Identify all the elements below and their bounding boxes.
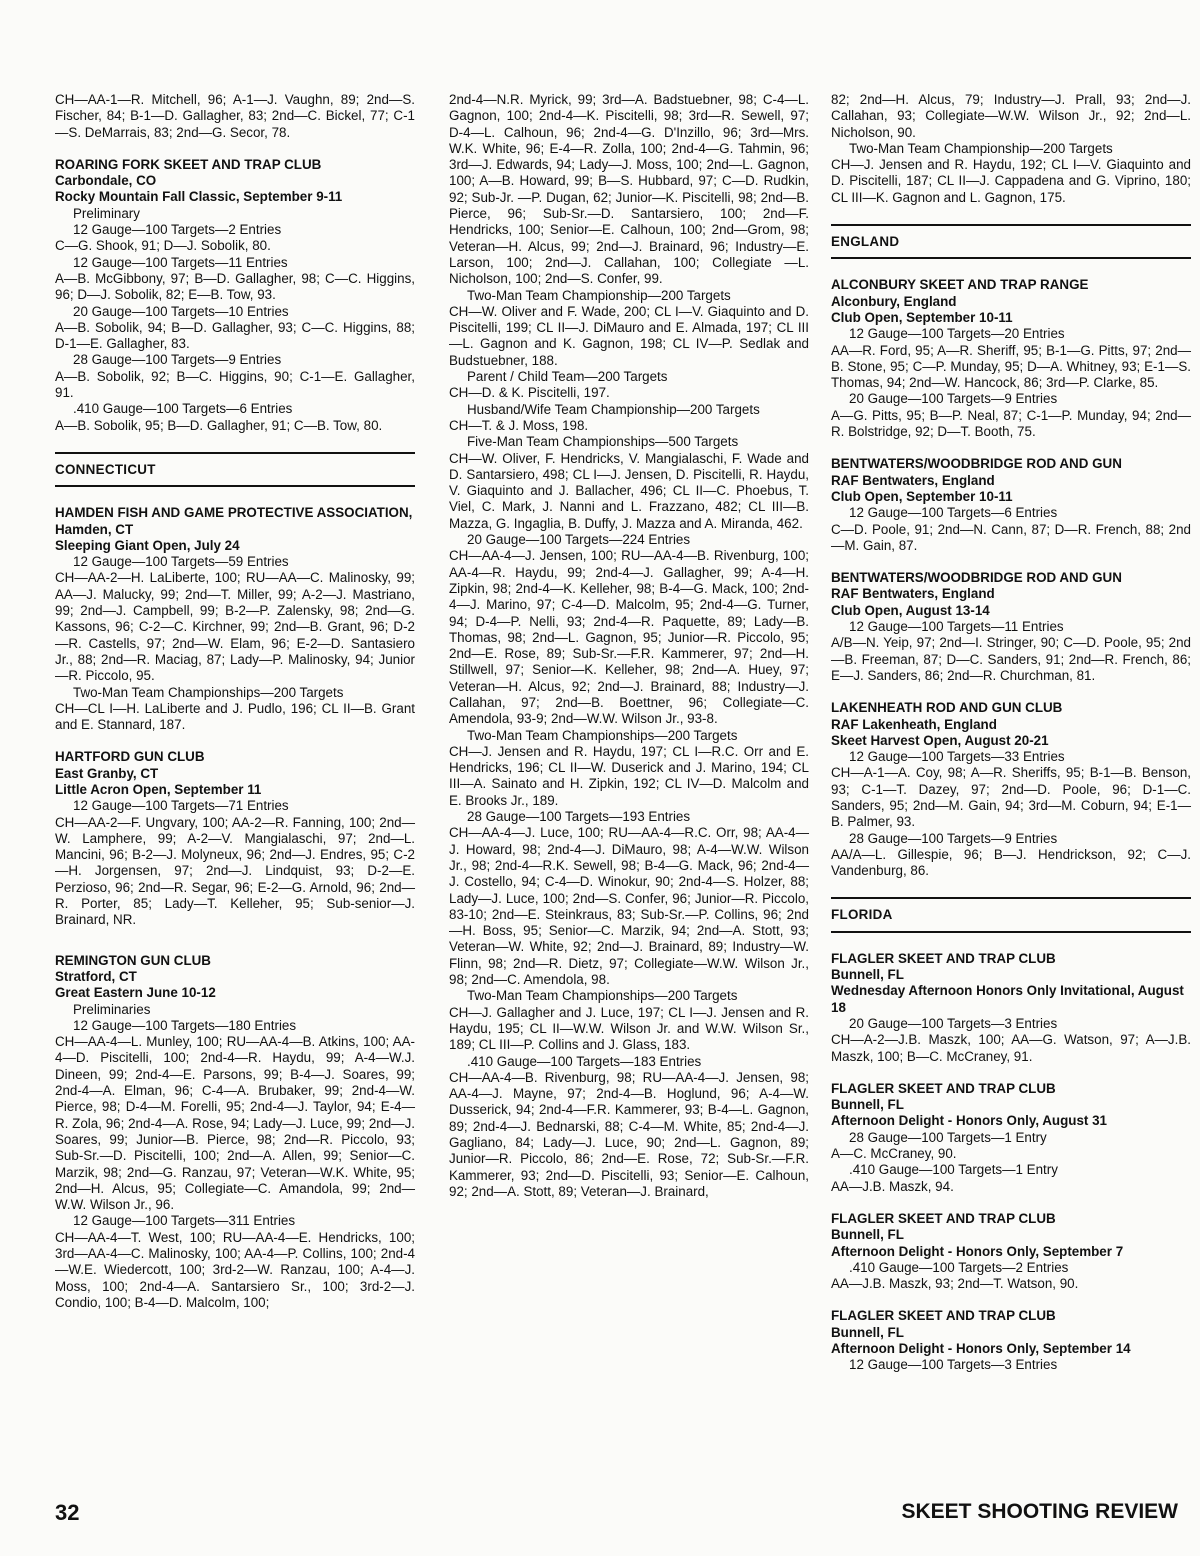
result-text: AA—J.B. Maszk, 93; 2nd—T. Watson, 90.	[831, 1276, 1079, 1292]
spacer	[55, 733, 415, 749]
event-line: .410 Gauge—100 Targets—1 Entry	[849, 1162, 1058, 1178]
club-heading: Club Open, August 13-14	[831, 602, 990, 618]
result-text: CH—AA-4—B. Rivenburg, 98; RU—AA-4—J. Jensen, 98; AA-4—J. Mayne, 97; 2nd-4—B. Hoglund, 96; A-4—W. Dusserick, 94; 2nd-4—F.R. Kammerer, 93; B-4—L. Gagnon, 89; 2nd-4—J. Bednarski, 88; C-4—M. White, 85; 2nd-4—J. Gagliano, 84; Lady—J. Luce, 90; 2nd—L. Gagnon, 89; Junior—R. Piccolo, 86; 2nd—E. Rose, 72; Sub-Sr.—F.R. Kammerer, 93; 2nd—D. Piscitelli, 93; Senior—E. Calhoun, 92; 2nd—A. Stott, 89; Veteran—J. Brainard,	[449, 1069, 809, 1199]
club-heading: Bunnell, FL	[831, 1324, 904, 1340]
event-line: 12 Gauge—100 Targets—311 Entries	[73, 1213, 296, 1229]
event-line: 20 Gauge—100 Targets—224 Entries	[467, 532, 691, 548]
event-line: 28 Gauge—100 Targets—9 Entries	[73, 352, 282, 368]
club-heading: FLAGLER SKEET AND TRAP CLUB	[831, 1210, 1056, 1226]
result-text: AA—R. Ford, 95; A—R. Sheriff, 95; B-1—G. Pitts, 97; 2nd—B. Stone, 95; C—P. Munday, 95; D—A. Whitney, 93; E-1—S. Thomas, 94; 2nd—W. Hancock, 86; 3rd—P. Clarke, 85.	[831, 342, 1191, 391]
spacer	[55, 929, 415, 953]
club-heading: East Granby, CT	[55, 765, 159, 781]
event-line: 12 Gauge—100 Targets—33 Entries	[849, 749, 1065, 765]
club-heading: LAKENHEATH ROD AND GUN CLUB	[831, 700, 1063, 716]
result-text: 2nd-4—N.R. Myrick, 99; 3rd—A. Badstuebner, 98; C-4—L. Gagnon, 100; 2nd-4—K. Piscitelli, 98; 3rd—R. Sewell, 97; D-4—L. Calhoun, 96; 2nd-4—G. D'Inzillo, 96; 3rd—Mrs. W.K. White, 96; E-4—R. Zolla, 100; 2nd-4—G. Tahmin, 96; 3rd—J. Edwards, 94; Lady—J. Moss, 100; 2nd—L. Gagnon, 100; A—B. Howard, 99; B—S. Hubbard, 97; C—D. Rudkin, 92; Sub-Jr. —P. Dugan, 62; Junior—K. Piscitelli, 98; 2nd—B. Pierce, 96; Sub-Sr.—D. Santarsiero, 100; 2nd—F. Hendricks, 100; Senior—E. Calhoun, 100; 2nd—Grom, 98; Veteran—H. Alcus, 99; 2nd—J. Brainard, 96; Industry—E. Larson, 100; 2nd—J. Callahan, 100; Collegiate —L. Nicholson, 100; 2nd—S. Confer, 99.	[449, 92, 809, 287]
divider	[831, 257, 1191, 259]
event-line: 20 Gauge—100 Targets—9 Entries	[849, 391, 1058, 407]
club-heading: RAF Lakenheath, England	[831, 716, 997, 732]
club-heading: Afternoon Delight - Honors Only, September 7	[831, 1243, 1124, 1259]
club-heading: BENTWATERS/WOODBRIDGE ROD AND GUN	[831, 570, 1122, 586]
result-text: C—G. Shook, 91; D—J. Sobolik, 80.	[55, 238, 271, 254]
club-heading: Alconbury, England	[831, 293, 957, 309]
result-text: CH—AA-4—L. Munley, 100; RU—AA-4—B. Atkins, 100; AA-4—D. Piscitelli, 100; 2nd-4—R. Haydu, 99; A-4—W.J. Dineen, 99; 2nd-4—E. Parsons, 99; B-4—J. Soares, 99; 2nd-4—A. Elman, 96; C-4—A. Brubaker, 99; 2nd-4—W. Pierce, 98; D-4—M. Forelli, 95; 2nd-4—J. Taylor, 94; E-4—R. Zola, 96; 2nd-4—A. Rose, 94; Lady—J. Luce, 99; 2nd—J. Soares, 99; Junior—B. Pierce, 98; 2nd—R. Piccolo, 93; Sub-Sr.—D. Piscitelli, 100; 2nd—A. Allen, 99; Senior—C. Marzik, 98; 2nd—G. Ranzau, 97; Veteran—W.K. White, 95; 2nd—H. Alcus, 95; Collegiate—C. Amandola, 99; 2nd—W.W. Wilson Jr., 96.	[55, 1034, 415, 1213]
club-heading: REMINGTON GUN CLUB	[55, 952, 211, 968]
divider	[831, 224, 1191, 226]
event-line: Two-Man Team Championship—200 Targets	[467, 287, 731, 303]
result-text: A—C. McCraney, 90.	[831, 1146, 957, 1162]
event-line: Five-Man Team Championships—500 Targets	[467, 434, 739, 450]
result-text: A—B. Sobolik, 94; B—D. Gallagher, 93; C—C. Higgins, 88; D-1—E. Gallagher, 83.	[55, 319, 415, 352]
event-line: Two-Man Team Championships—200 Targets	[467, 727, 738, 743]
spacer	[831, 554, 1191, 570]
club-heading: HARTFORD GUN CLUB	[55, 749, 205, 765]
spacer	[55, 141, 415, 157]
event-line: Two-Man Team Championship—200 Targets	[849, 140, 1113, 156]
club-heading: BENTWATERS/WOODBRIDGE ROD AND GUN	[831, 456, 1122, 472]
spacer	[831, 1195, 1191, 1211]
state-name: CONNECTICUT	[55, 461, 156, 477]
event-line: 20 Gauge—100 Targets—10 Entries	[73, 303, 289, 319]
event-line: 28 Gauge—100 Targets—1 Entry	[849, 1129, 1047, 1145]
event-line: 12 Gauge—100 Targets—180 Entries	[73, 1017, 297, 1033]
state-section-header	[55, 452, 415, 487]
result-text: CH—A-2—J.B. Maszk, 100; AA—G. Watson, 97; A—J.B. Maszk, 100; B—C. McCraney, 91.	[831, 1032, 1191, 1064]
event-line: Husband/Wife Team Championship—200 Targets	[467, 401, 760, 417]
club-heading: ROARING FORK SKEET AND TRAP CLUB	[55, 156, 322, 172]
result-text: 82; 2nd—H. Alcus, 79; Industry—J. Prall, 93; 2nd—J. Callahan, 93; Collegiate—W.W. Wilson Jr., 92; 2nd—L. Nicholson, 90.	[831, 92, 1191, 140]
club-heading: Bunnell, FL	[831, 967, 904, 983]
event-line: .410 Gauge—100 Targets—183 Entries	[467, 1053, 702, 1069]
result-text: CH—A-1—A. Coy, 98; A—R. Sheriffs, 95; B-1—B. Benson, 93; C-1—T. Dazey, 97; 2nd—D. Poole, 96; D-1—C. Sanders, 95; 2nd—M. Gain, 94; 3rd—M. Coburn, 94; E-1—B. Palmer, 93.	[831, 765, 1191, 830]
column-3	[831, 92, 1191, 1374]
club-heading: Stratford, CT	[55, 968, 137, 984]
divider	[831, 897, 1191, 899]
club-heading: FLAGLER SKEET AND TRAP CLUB	[831, 950, 1056, 966]
result-text: A—G. Pitts, 95; B—P. Neal, 87; C-1—P. Munday, 94; 2nd—R. Bolstridge, 92; D—T. Booth, 75.	[831, 407, 1191, 440]
result-text: CH—CL I—H. LaLiberte and J. Pudlo, 196; CL II—B. Grant and E. Stannard, 187.	[55, 700, 415, 733]
divider	[831, 931, 1191, 933]
spacer	[831, 684, 1191, 700]
result-text: CH—W. Oliver and F. Wade, 200; CL I—V. Giaquinto and D. Piscitelli, 199; CL II—J. DiMauro and E. Almada, 197; CL III—L. Gagnon and K. Gagnon, 198; CL IV—P. Sedlak and Budstuebner, 188.	[449, 303, 809, 368]
event-line: .410 Gauge—100 Targets—2 Entries	[849, 1259, 1069, 1275]
club-heading: FLAGLER SKEET AND TRAP CLUB	[831, 1080, 1056, 1096]
result-text: CH—AA-4—J. Luce, 100; RU—AA-4—R.C. Orr, 98; AA-4—J. Howard, 98; 2nd-4—J. DiMauro, 98; A-4—W.W. Wilson Jr., 98; 2nd-4—R.K. Sewell, 98; B-4—G. Mack, 96; 2nd-4—J. Costello, 94; C-4—D. Winokur, 90; 2nd-4—S. Holzer, 88; Lady—J. Luce, 100; 2nd—S. Confer, 96; Junior—R. Piccolo, 83-10; 2nd—E. Steinkraus, 83; Sub-Sr.—P. Collins, 96; 2nd—H. Boss, 95; Senior—C. Marzik, 94; 2nd—A. Stott, 93; Veteran—W. White, 92; 2nd—J. Brainard, 89; Industry—W. Flinn, 98; 2nd—R. Dietz, 97; Collegiate—W.W. Wilson Jr., 98; 2nd—C. Amendola, 98.	[449, 825, 809, 988]
club-heading: Rocky Mountain Fall Classic, September 9-11	[55, 189, 343, 205]
result-text: CH—AA-4—T. West, 100; RU—AA-4—E. Hendricks, 100; 3rd—AA-4—C. Malinosky, 100; AA-4—P. Collins, 100; 2nd-4—W.E. Wiedercott, 100; 3rd-2—W. Ranzau, 100; A-4—J. Moss, 100; 2nd-4—A. Santarsiero Sr., 100; 3rd-2—J. Condio, 100; B-4—D. Malcolm, 100;	[55, 1229, 415, 1310]
result-text: CH—J. Jensen and R. Haydu, 192; CL I—V. Giaquinto and D. Piscitelli, 187; CL II—J. Cappadena and G. Viprino, 180; CL III—K. Gagnon and L. Gagnon, 175.	[831, 157, 1191, 205]
club-heading: Great Eastern June 10-12	[55, 985, 216, 1001]
result-text: A—B. Sobolik, 95; B—D. Gallagher, 91; C—B. Tow, 80.	[55, 417, 383, 433]
event-line: 12 Gauge—100 Targets—71 Entries	[73, 798, 289, 814]
club-heading: Afternoon Delight - Honors Only, September 14	[831, 1341, 1131, 1356]
spacer	[831, 440, 1191, 456]
event-line: 12 Gauge—100 Targets—3 Entries	[849, 1357, 1058, 1373]
event-line: Preliminary	[73, 205, 140, 221]
result-text: CH—T. & J. Moss, 198.	[449, 417, 589, 433]
state-name: FLORIDA	[831, 907, 893, 923]
event-line: Preliminaries	[73, 1001, 151, 1017]
club-heading: Afternoon Delight - Honors Only, August 31	[831, 1113, 1107, 1129]
event-line: 12 Gauge—100 Targets—20 Entries	[849, 326, 1065, 342]
result-text: CH—AA-1—R. Mitchell, 96; A-1—J. Vaughn, 89; 2nd—S. Fischer, 84; B-1—D. Gallagher, 83; 2nd—C. Bickel, 77; C-1—S. DeMarrais, 83; 2nd—G. Secor, 78.	[55, 92, 415, 140]
state-name: ENGLAND	[831, 234, 900, 250]
result-text: A—B. Sobolik, 92; B—C. Higgins, 90; C-1—E. Gallagher, 91.	[55, 368, 415, 401]
divider	[55, 485, 415, 487]
result-text: C—D. Poole, 91; 2nd—N. Cann, 87; D—R. French, 88; 2nd—M. Gain, 87.	[831, 521, 1191, 553]
state-section-header	[831, 897, 1191, 932]
spacer	[831, 1065, 1191, 1081]
result-text: CH—J. Jensen and R. Haydu, 197; CL I—R.C. Orr and E. Hendricks, 196; CL II—W. Duserick and J. Marino, 194; CL III—A. Sainato and H. Zipkin, 192; CL IV—D. Malcolm and E. Brooks Jr., 189.	[449, 743, 809, 808]
club-heading: RAF Bentwaters, England	[831, 586, 995, 602]
result-text: CH—AA-2—F. Ungvary, 100; AA-2—R. Fanning, 100; 2nd—W. Lamphere, 99; A-2—V. Mangialaschi, 97; 2nd—L. Mancini, 96; B-2—J. Molyneux, 96; 2nd—J. Endres, 95; C-2—H. Jorgensen, 97; 2nd—J. Lindquist, 93; D-2—E. Perzioso, 96; 2nd—R. Segar, 96; E-2—G. Arnold, 96; 2nd—R. Porter, 85; Lady—T. Kelleher, 95; Sub-senior—J. Brainard, NR.	[55, 814, 415, 928]
publication-name: SKEET SHOOTING REVIEW	[901, 1500, 1178, 1523]
club-heading: Little Acron Open, September 11	[55, 781, 262, 797]
club-heading: Club Open, September 10-11	[831, 309, 1013, 325]
column-1	[55, 92, 415, 1311]
result-text: CH—D. & K. Piscitelli, 197.	[449, 385, 610, 401]
event-line: 28 Gauge—100 Targets—193 Entries	[467, 809, 691, 825]
event-line: Two-Man Team Championships—200 Targets	[73, 684, 344, 700]
result-text: A/B—N. Yeip, 97; 2nd—I. Stringer, 90; C—D. Poole, 95; 2nd—B. Freeman, 87; D—C. Sanders, 91; 2nd—R. French, 86; E—J. Sanders, 86; 2nd—R. Churchman, 81.	[831, 635, 1191, 683]
event-line: 20 Gauge—100 Targets—3 Entries	[849, 1015, 1058, 1031]
club-heading: RAF Bentwaters, England	[831, 472, 995, 488]
event-line: Parent / Child Team—200 Targets	[467, 369, 668, 385]
result-text: CH—AA-4—J. Jensen, 100; RU—AA-4—B. Rivenburg, 100; AA-4—R. Haydu, 99; 2nd-4—J. Gallagher, 99; A-4—H. Zipkin, 98; 2nd-4—K. Kelleher, 98; B-4—G. Mack, 100; 2nd-4—J. Marino, 97; C-4—D. Malcolm, 95; 2nd-4—G. Turner, 94; D-4—P. Nelli, 93; 2nd-4—R. Paquette, 89; Lady—B. Thomas, 98; 2nd—L. Gagnon, 95; Junior—R. Piccolo, 95; 2nd—E. Rose, 89; Sub-Sr.—F.R. Kammerer, 97; 2nd—H. Stillwell, 97; Senior—K. Kelleher, 98; 2nd—A. Huey, 97; Veteran—H. Alcus, 92; 2nd—J. Brainard, 88; Industry—J. Callahan, 97; 2nd—B. Boettner, 96; Collegiate—C. Amendola, 93-9; 2nd—W.W. Wilson Jr., 93-8.	[449, 548, 809, 727]
result-text: CH—AA-2—H. LaLiberte, 100; RU—AA—C. Malinosky, 99; AA—J. Malucky, 99; 2nd—T. Miller, 99; A-2—J. Mastriano, 99; 2nd—J. Campbell, 99; B-2—P. Zalensky, 98; 2nd—G. Kassons, 96; C-2—C. Kirchner, 99; 2nd—B. Grant, 96; D-2—R. Castells, 97; 2nd—W. Elam, 96; E-2—D. Santasiero Jr., 88; 2nd—R. Maciag, 87; Lady—P. Malinosky, 94; Junior—R. Piccolo, 95.	[55, 570, 415, 684]
event-line: 12 Gauge—100 Targets—11 Entries	[73, 254, 288, 270]
result-text: CH—J. Gallagher and J. Luce, 197; CL I—J. Jensen and R. Haydu, 195; CL II—W.W. Wilson Jr. and W.W. Wilson Sr., 189; CL III—P. Collins and J. Glass, 183.	[449, 1004, 809, 1053]
club-heading: Skeet Harvest Open, August 20-21	[831, 732, 1049, 748]
result-text: A—B. McGibbony, 97; B—D. Gallagher, 98; C—C. Higgins, 96; D—J. Sobolik, 82; E—B. Tow, 93.	[55, 270, 415, 303]
club-heading: Bunnell, FL	[831, 1097, 904, 1113]
spacer	[831, 1292, 1191, 1308]
divider	[55, 452, 415, 454]
page-number: 32	[55, 1500, 80, 1525]
result-text: AA/A—L. Gillespie, 96; B—J. Hendrickson, 92; C—J. Vandenburg, 86.	[831, 846, 1191, 879]
club-heading: Wednesday Afternoon Honors Only Invitational, August 18	[831, 983, 1184, 1015]
club-heading: ALCONBURY SKEET AND TRAP RANGE	[831, 277, 1089, 293]
event-line: 28 Gauge—100 Targets—9 Entries	[849, 830, 1058, 846]
event-line: 12 Gauge—100 Targets—11 Entries	[849, 619, 1064, 635]
column-2	[449, 92, 809, 1200]
result-text: AA—J.B. Maszk, 94.	[831, 1178, 954, 1194]
event-line: Two-Man Team Championships—200 Targets	[467, 988, 738, 1004]
event-line: .410 Gauge—100 Targets—6 Entries	[73, 401, 293, 417]
club-heading: Bunnell, FL	[831, 1227, 904, 1243]
state-section-header	[831, 224, 1191, 259]
result-text: CH—W. Oliver, F. Hendricks, V. Mangialaschi, F. Wade and D. Santarsiero, 498; CL I—J. Jensen, D. Piscitelli, R. Haydu, V. Giaquinto and J. Ballacher, 496; CL II—C. Phoebus, T. Viel, C. Mark, J. Nanni and L. Frazzano, 482; CL III—B. Mazza, G. Ingaglia, B. Duffy, J. Mazza and A. Miranda, 462.	[449, 450, 809, 531]
club-heading: Carbondale, CO	[55, 173, 157, 189]
club-heading: FLAGLER SKEET AND TRAP CLUB	[831, 1308, 1056, 1324]
event-line: 12 Gauge—100 Targets—59 Entries	[73, 554, 289, 570]
club-heading: HAMDEN FISH AND GAME PROTECTIVE ASSOCIATION, Hamden, CT	[55, 505, 413, 537]
event-line: 12 Gauge—100 Targets—2 Entries	[73, 222, 282, 238]
club-heading: Sleeping Giant Open, July 24	[55, 537, 240, 553]
club-heading: Club Open, September 10-11	[831, 488, 1013, 504]
event-line: 12 Gauge—100 Targets—6 Entries	[849, 505, 1058, 521]
